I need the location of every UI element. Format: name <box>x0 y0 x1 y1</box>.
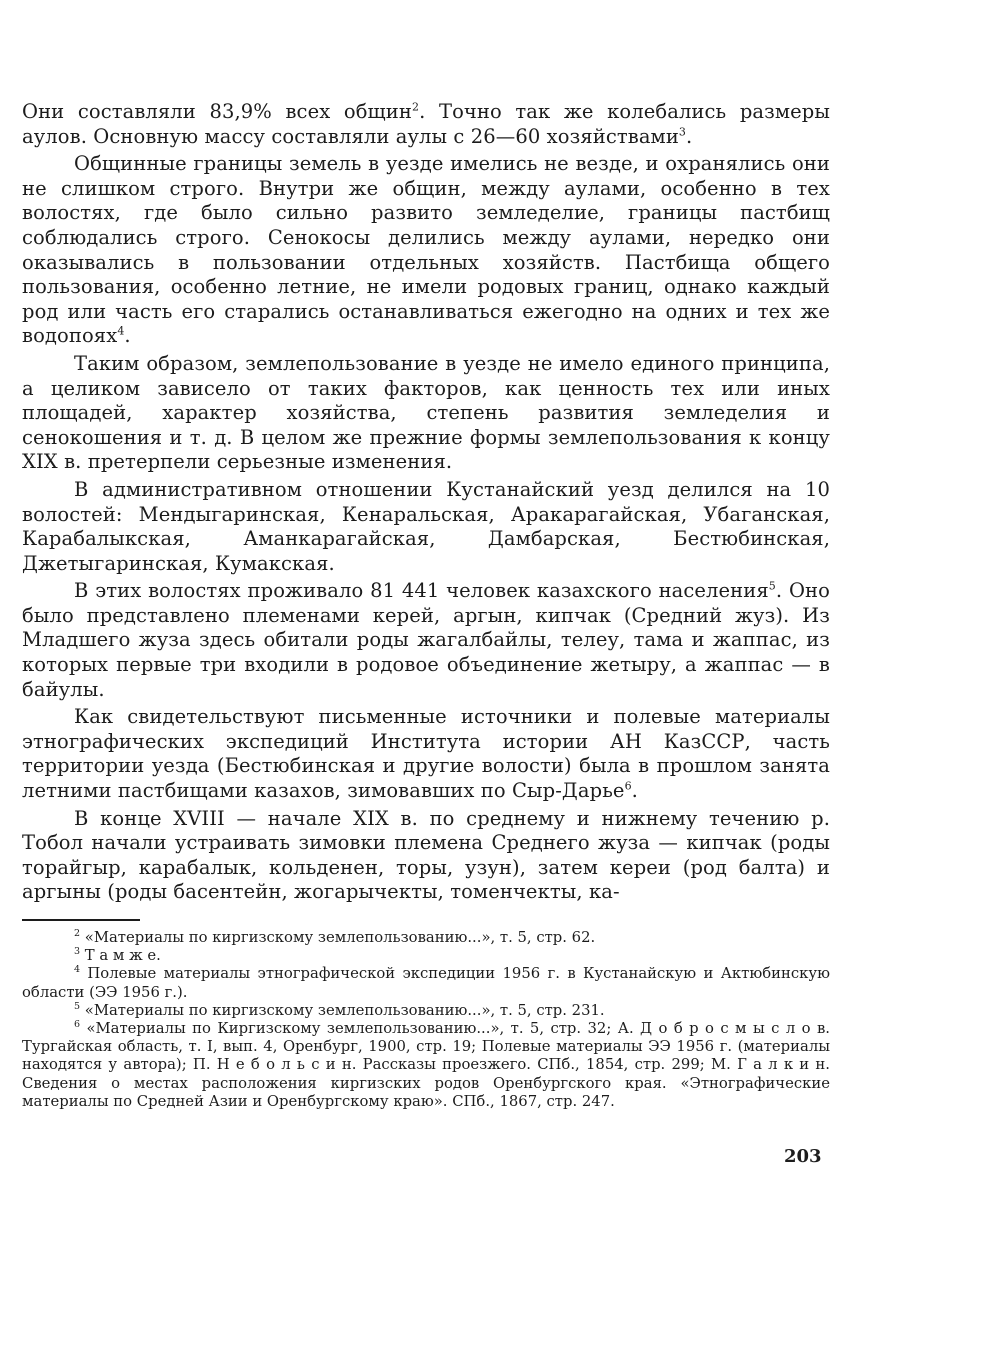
page-number: 203 <box>784 1146 822 1167</box>
footnote-ref: 6 <box>624 779 632 793</box>
text-run: Как свидетельствуют письменные источники и полевые материалы этнографических экспедиций Института истории АН КазССР, часть территории уезда (Бестюбинская и другие волости) была в прошлом занята летними пастбищами казахов, зимовавших по Сыр-Дарье <box>22 705 830 803</box>
footnote-ref: 4 <box>117 324 125 338</box>
footnotes <box>22 929 830 1111</box>
text-run: В административном отношении Кустанайский уезд делился на 10 волостей: Мендыгаринская, Кенаральская, Аракарагайская, Убаганская, Карабалыкская, Аманкарагайская, Дамбарская, Бестюбинская, Джетыгаринская, Кумакская. <box>22 477 830 575</box>
text-run: Они составляли 83,9% всех общин <box>22 100 412 123</box>
footnote <box>22 965 830 1001</box>
paragraph <box>22 807 830 905</box>
text-run: Таким образом, землепользование в уезде не имело единого принципа, а целиком зависело от таких факторов, как ценность тех или иных площадей, характер хозяйства, степень развития земледелия и сенокошения и т. д. В целом же прежние формы землепользования к концу XIX в. претерпели серьезные изменения. <box>22 351 830 474</box>
footnote <box>22 947 830 965</box>
footnote <box>22 1002 830 1020</box>
footnote-number: 2 <box>74 928 81 940</box>
footnote <box>22 929 830 947</box>
text-run: Общинные границы земель в уезде имелись не везде, и охранялись они не слишком строго. Внутри же общин, между аулами, особенно в тех волостях, где было сильно развито земледелие, границы пастбищ соблюдались строго. Сенокосы делились между аулами, нередко они оказывались в пользовании отдельных хозяйств. Пастбища общего пользования, особенно летние, не имели родовых границ, однако каждый род или часть его старались останавливаться ежегодно на одних и тех же водопоях <box>22 152 830 348</box>
footnote-ref: 3 <box>678 125 687 139</box>
footnote-number: 3 <box>74 946 81 958</box>
footnote-text: «Материалы по киргизскому землепользованию...», т. 5, стр. 231. <box>84 1001 605 1019</box>
paragraph <box>22 705 830 803</box>
paragraph <box>22 152 830 349</box>
text-run: В конце XVIII — начале XIX в. по среднему и нижнему течению р. Тобол начали устраивать зимовки племена Среднего жуза — кипчак (роды торайгыр, карабалык, кольденен, торы, узун), затем кереи (род балта) и аргыны (роды басентейн, жогарычекты, томенчекты, ка- <box>22 806 830 904</box>
paragraph <box>22 100 830 149</box>
paragraph <box>22 352 830 475</box>
footnote-text: Полевые материалы этнографической экспедиции 1956 г. в Кустанайскую и Актюбинскую области (ЭЭ 1956 г.). <box>22 965 830 1001</box>
text-run: . <box>631 779 638 803</box>
footnote-ref: 5 <box>768 579 776 593</box>
footnote-number: 5 <box>74 1000 81 1012</box>
footnote-number: 6 <box>74 1019 81 1031</box>
footnote-ref: 2 <box>411 100 420 114</box>
footnote-text: «Материалы по Киргизскому землепользованию...», т. 5, стр. 32; А. Д о б р о с м ы с л о в. Тургайская область, т. I, вып. 4, Оренбург, 1900, стр. 19; Полевые материалы ЭЭ 1956 г. (материалы находятся у автора); П. Н е б о л ь с и н. Рассказы проезжего. СПб., 1854, стр. 299; М. Г а л к и н. Сведения о местах расположения киргизских родов Оренбургского края. «Этнографические материалы по Средней Азии и Оренбургскому краю». СПб., 1867, стр. 247. <box>22 1020 830 1110</box>
text-run: . <box>124 324 131 348</box>
text-run: . Оно было представлено племенами керей, аргын, кипчак (Средний жуз). Из Младшего жуза здесь обитали роды жагалбайлы, телеу, тама и жаппас, из которых первые три входили в родовое объединение жетыру, а жаппас — в байулы. <box>22 579 830 701</box>
text-run: . <box>686 124 693 148</box>
main-text <box>22 100 830 905</box>
footnote <box>22 1020 830 1111</box>
paragraph <box>22 478 830 576</box>
footnote-number: 4 <box>74 964 81 976</box>
footnote-text: «Материалы по киргизскому землепользованию...», т. 5, стр. 62. <box>84 929 596 946</box>
text-run: . Точно так же колебались размеры аулов. Основную массу составляли аулы с 26—60 хозяйствами <box>22 100 830 148</box>
book-page <box>22 100 830 1111</box>
footnote-text: Т а м ж е. <box>84 947 161 965</box>
paragraph <box>22 579 830 702</box>
footnote-separator <box>22 919 140 921</box>
text-run: В этих волостях проживало 81 441 человек казахского населения <box>74 579 769 603</box>
